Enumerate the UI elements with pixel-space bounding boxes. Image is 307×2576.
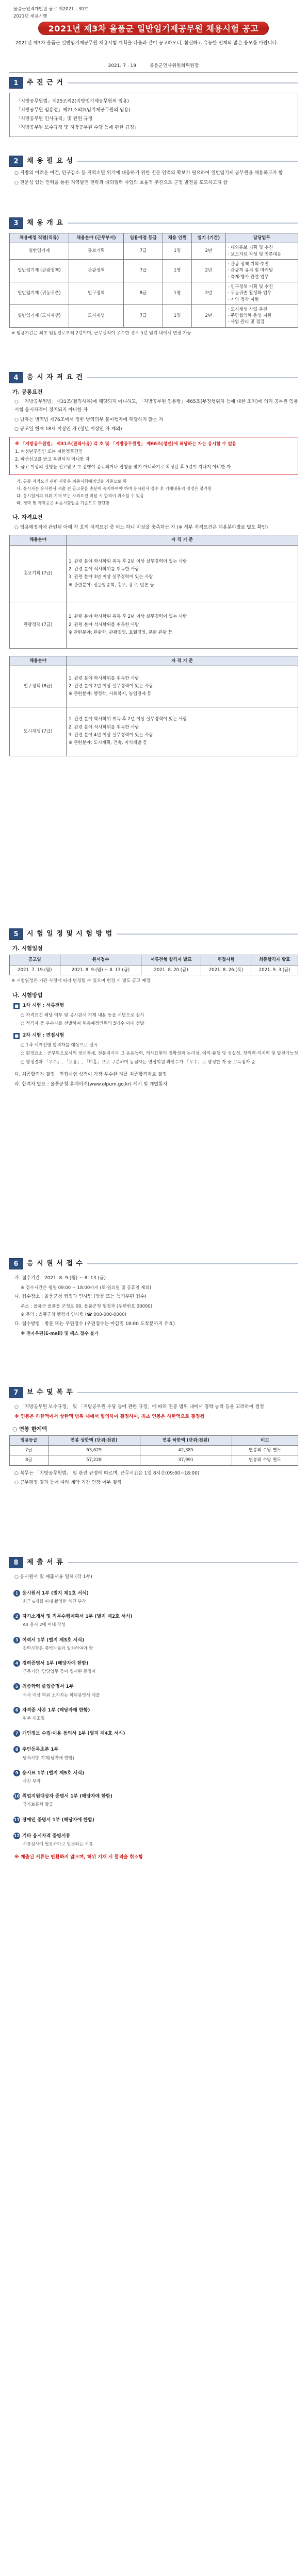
table-cell: 홍보기획 [69,243,123,260]
document-title: 경력증명서 1부 (해당자에 한함) [22,1660,89,1666]
document-number: 10 [13,1794,20,1799]
table-cell: 관광정책 (7급) [10,602,67,648]
col-header: 임용등급 [10,1435,49,1445]
necessity-item: ○ 지방의 어려운 여건, 인구감소 등 지역소멸 위기에 대응하기 위한 전문 인력의 확보가 필요하여 일반임기제 공무원을 채용하고자 함 [14,171,283,176]
col-header: 연봉 하한액 (단위:천원) [140,1435,232,1445]
col-header: 채용예정 직렬(직류) [10,233,69,243]
table-cell: 1명 [163,304,192,327]
section-title: 보 수 및 복 무 [27,1388,73,1396]
section-title: 추 진 근 거 [27,78,63,87]
header-line-1: 올품군인력개발원 공고 제2021 - 30호 [13,7,88,12]
col-header: 자 격 기 준 [67,656,298,666]
document-item-header [13,1590,298,1598]
documents-intro: ○ 응시원서 및 제출서류 일체 (각 1부) [14,1574,92,1580]
specific-desc: ○ 임용예정직에 관련된 아래 각 호의 자격요건 중 어느 하나 이상을 충족하는 자 (※ 세부 자격요건은 채용분야별로 별도 확인) [14,524,268,530]
document-number: 3 [13,1637,20,1643]
notice-text: ※ 「지방공무원법」 제31조(결격사유) 각 호 및 「지방공무원법」 제66조(정년)에 해당하는 자는 응시할 수 없음 [15,442,236,447]
col-header: 임용예정 등급 [124,233,163,243]
subsection-title: 가. 공통요건 [12,389,43,395]
table-row [10,965,298,975]
basis-item: 「지방공무원 임용령」제21조의2(임기제공무원의 임용) [16,108,131,113]
section-header [9,1257,298,1270]
document-title: 장애인 증명서 1부 (해당자에 한함) [22,1817,95,1823]
table-cell: 57,228 [48,1455,140,1465]
table-cell: 인구정책 [69,282,123,304]
document-title: 최종학력 졸업증명서 1부 [22,1684,74,1690]
col-header: 최종합격자 발표 [251,955,298,965]
document-title: 주민등록초본 1부 [22,1747,59,1753]
spec-table-more [9,656,298,756]
subsection-title: 나. 자격요건 [12,514,43,521]
table-cell: · 대외홍보 기획 및 추진 · 보도자료 작성 및 언론대응 [225,243,298,260]
col-header: 채용 인원 [163,233,192,243]
col-header: 임기 (기간) [192,233,225,243]
payment-desc: ○ 「지방공무원 보수규정」 및 「지방공무원 수당 등에 관한 규정」에 따라 연봉 범위 내에서 경력·능력 등을 고려하여 결정 [14,1404,264,1410]
document-desc: 사진 부착 [23,1778,41,1784]
basis-item: 「지방공무원 보수규정 및 지방공무원 수당 등에 관한 규정」 [16,125,139,131]
document-number: 11 [13,1817,20,1822]
table-cell: 2021. 8. 9.(월) ~ 8. 13.(금) [60,965,141,975]
documents-note: ※ 제출된 서류는 반환하지 않으며, 허위 기재 시 합격을 취소함 [14,1855,143,1860]
table-cell: 1. 관련 분야 학사학위 취득 후 2년 이상 실무경력이 있는 사람 2. 관련 분야 석사학위를 취득한 사람 3. 관련 분야 3년 이상 실무경력이 있는 사람 ※ 관련분야: 신문방송학, 홍보, 광고, 언론 등 [67,545,298,602]
date-line [0,63,307,70]
table-cell: 2021. 8. 26.(목) [201,965,251,975]
payment-table [9,1435,298,1466]
section-header [9,371,298,384]
notice-sub: 1. 피성년후견인 또는 피한정후견인 2. 파산선고를 받고 복권되지 아니한 자 3. 금고 이상의 실형을 선고받고 그 집행이 종료되거나 집행을 받지 아니하기로 확정된 후 5년이 지나지 아니한 자 [15,449,231,470]
col-header: 채용분야 [10,535,67,545]
table-cell: 8급 [124,282,163,304]
section-number: 7 [9,1387,23,1398]
table-row [10,545,298,602]
notice-box [9,437,298,475]
table-row [10,707,298,756]
document-number: 5 [13,1683,20,1690]
document-number: 9 [13,1770,20,1776]
announcement: 라. 합격자 발표 : 올품군청 홈페이지(www.olpum.go.kr) 게시 및 개별통지 [14,1082,168,1088]
overview-note: ※ 임용기간은 최초 임용일로부터 2년이며, 근무실적이 우수한 경우 5년 범위 내에서 연장 가능 [11,330,191,336]
section-payment [9,1386,298,1489]
document-item-header [13,1613,298,1621]
table-row [10,304,298,327]
section-title: 시 험 일 정 및 시 험 방 법 [27,929,113,938]
col-header: 연봉 상한액 (단위:천원) [48,1435,140,1445]
section-number: 5 [9,928,23,940]
document-item-header [13,1730,298,1738]
table-cell: 홍보기획 (7급) [10,545,67,602]
eligibility-item: ○ 「지방공무원법」제31조(결격사유)에 해당되지 아니하고, 「지방공무원 임용령」제65조(부정행위자 등에 대한 조치)에 의거 공무원 임용시험 응시자격이 정지되지 아니한 자 [14,399,298,413]
col-header: 비고 [232,1435,298,1445]
section-line [87,1263,298,1264]
detail-list [17,478,298,507]
basis-box [9,93,298,137]
basis-item: 「지방공무원 인사규칙」및 관련 규정 [16,116,93,122]
eligibility-item: ○ 남자는 병역법 제76조에서 정한 병역의무 불이행자에 해당하지 않는 자 [14,417,164,422]
document-title: 자격증 사본 1부 (해당자에 한함) [22,1707,90,1713]
document-item-header [13,1707,298,1715]
document-number: 7 [13,1730,20,1737]
final-decision: 다. 최종합격자 결정 : 면접시험 성적이 가장 우수한 자를 최종합격자로 결정 [14,1072,167,1078]
document-desc: 경력사항은 증빙자료와 일치하여야 함 [23,1645,93,1651]
col-header: 원서접수 [60,955,141,965]
table-cell: 일반임기제 [10,243,69,260]
table-cell: 7급 [124,259,163,282]
section-line [77,161,298,162]
payment-highlight: ※ 연봉은 하한액에서 상한액 범위 내에서 협의하여 결정하며, 최초 연봉은 하한액으로 결정됨 [14,1414,205,1419]
table-cell: 2년 [192,259,225,282]
step-detail: ○ 평정결과 「우수」, 「보통」, 「미흡」으로 구분하며 동점자는 면접위원 과반수가 「우수」로 평정한 자 중 고득점자 순 [21,1059,256,1065]
schedule-note: ※ 시험일정은 기관 사정에 따라 변경될 수 있으며 변경 시 별도 공고 예정 [11,978,151,984]
section-documents [9,1556,298,1863]
section-header [9,1386,298,1399]
table-cell: 일반임기제 (귀농귀촌) [10,282,69,304]
application-tag: ※ 전자우편(E-mail) 및 팩스 접수 불가 [21,1331,99,1336]
application-period: 가. 접수기간 : 2021. 8. 9.(월) ~ 8. 13.(금) [14,1276,106,1281]
document-title: 이력서 1부 (별지 제3호 서식) [22,1637,85,1643]
col-header: 서류전형 합격자 발표 [141,955,201,965]
table-cell: 일반임기제 (관광정책) [10,259,69,282]
step-detail: ○ 평정요소 : 공무원으로서의 정신자세, 전문지식과 그 응용능력, 의사표현의 정확성과 논리성, 예의·품행 및 성실성, 창의력·의지력 및 발전가능성 [21,1051,298,1057]
document-number: 8 [13,1746,20,1753]
table-cell: · 관광 정책 기획·추진 · 관광객 유치 및 마케팅 · 축제·행사 관련 업무 [225,259,298,282]
section-header [9,927,298,941]
document-item [13,1833,298,1848]
table-cell: 1명 [163,259,192,282]
col-header: 면접시험 [201,955,251,965]
duty-item: ○ 근무평정 결과 등에 따라 계약 기간 연장 여부 결정 [14,1480,122,1486]
table-cell: 일반임기제 (도시재생) [10,304,69,327]
page-title: 2021년 제3차 올품군 일반임기제공무원 채용시험 공고 [38,22,269,35]
detail-item: 가. 공통 자격요건 관련 사항은 최종시험예정일을 기준으로 함 [17,479,127,484]
document-desc: A4 용지 2매 이내 작성 [23,1622,66,1628]
document-item-header [13,1793,298,1801]
table-cell: 2년 [192,243,225,260]
section-header [9,76,298,90]
section-line [77,1392,298,1393]
section-header [9,155,298,168]
section-title: 채 용 개 요 [27,218,63,227]
section-eligibility [9,371,298,756]
table-cell: 1. 관련 분야 학사학위 취득 후 2년 이상 실무경력이 있는 사람 2. 관련 분야 석사학위를 취득한 사람 3. 관련 분야 4년 이상 실무경력이 있는 사람 ※ 관련분야: 도시계획, 건축, 지역개발 등 [67,707,298,756]
detail-item: 나. 응시자는 응시원서 제출 전 공고문을 충분히 숙지하여야 하며 응시원서 접수 후 기재내용의 정정은 불가함 [17,486,212,491]
col-header: 채용분야 [10,656,67,666]
application-method: 다. 접수방법 : 방문 또는 우편접수 (우편접수는 마감일 18:00 도착분까지 유효) [14,1321,175,1327]
section-number: 2 [9,156,23,167]
table-cell: 1명 [163,243,192,260]
table-cell: 2년 [192,304,225,327]
payment-table-title: ○ 연봉 한계액 [12,1426,47,1432]
section-header [9,216,298,230]
document-item-header [13,1770,298,1777]
table-cell: 2021. 8. 20.(금) [141,965,201,975]
document-number: 1 [13,1590,20,1597]
table-cell: 관광정책 [69,259,123,282]
document-desc: 서류심사에 필요하다고 인정되는 서류 [23,1841,93,1847]
divider [9,72,298,73]
subsection-title: 나. 시험방법 [12,992,43,999]
document-item [13,1817,298,1824]
notice-date: 2021. 7 . 19. [108,63,138,69]
section-application [9,1257,298,1338]
eligibility-item: ○ 공고일 현재 18세 이상인 자 (정년 이상인 자 제외) [14,427,122,432]
col-header: 자 격 기 준 [67,535,298,545]
subsection-title: 가. 시험일정 [12,945,43,952]
section-line [68,1562,298,1563]
document-title: 응시표 1부 (별지 제5호 서식) [22,1770,85,1776]
document-desc: 최근 6개월 이내 촬영한 사진 부착 [23,1599,86,1604]
col-header: 채용분야 (근무부서) [69,233,123,243]
document-item [13,1637,298,1652]
step-icon: ■ [13,1033,20,1039]
schedule-table [9,955,298,975]
document-desc: 병적사항 기재(남자에 한함) [23,1755,74,1760]
document-item [13,1590,298,1605]
table-cell: 연봉외 수당 별도 [232,1455,298,1465]
document-item [13,1730,298,1738]
table-cell: 2021. 7. 19.(월) [10,965,60,975]
section-title: 채 용 필 요 성 [27,157,73,165]
documents-list [9,1590,298,1848]
section-header [9,1556,298,1569]
section-number: 1 [9,77,23,89]
exam-step [13,1002,298,1010]
issuer: 올품군인사위원회위원장 [149,63,199,69]
section-basis [9,76,298,137]
section-number: 3 [9,217,23,229]
document-number: 4 [13,1660,20,1667]
table-row [10,602,298,648]
table-cell: 2년 [192,282,225,304]
table-row [10,1446,298,1455]
table-cell: 1. 관련 분야 학사학위를 취득한 사람 2. 관련 분야 2년 이상 실무경력이 있는 사람 ※ 관련분야: 행정학, 사회복지, 농업경제 등 [67,666,298,707]
document-number: 2 [13,1613,20,1620]
table-cell: 37,991 [140,1455,232,1465]
document-title: 기타 응시자격 증빙서류 [22,1833,71,1839]
section-line [68,82,298,83]
step-detail: ○ 자격요건 해당 여부 및 응시원서 기재 내용 등을 서면으로 심사 [21,1012,144,1018]
detail-item: 다. 응시원서의 허위 기재 또는 자격요건 미달 시 합격이 취소될 수 있음 [17,494,144,499]
table-row [10,666,298,707]
section-title: 응 시 자 격 요 건 [27,373,83,381]
table-cell: 도시재생 [69,304,123,327]
application-place: 나. 접수장소 : 올품군청 행정과 인사팀 (방문 또는 등기우편 접수) [14,1294,147,1300]
table-cell: 42,385 [140,1446,232,1455]
period-note: ※ 접수시간은 평일 09:00 ~ 18:00까지 (토·일요일 및 공휴일 제외) [21,1285,151,1291]
col-header: 담당업무 [225,233,298,243]
duty-item: ○ 복무는 「지방공무원법」 및 관련 규정에 따르며, 근무시간은 1일 8시간(09:00~18:00) [14,1470,200,1476]
table-cell: · 인구정책 기획 및 추진 · 귀농귀촌 활성화 업무 · 지역 정착 지원 [225,282,298,304]
section-schedule [9,927,298,1091]
document-title: 응시원서 1부 (별지 제1호 서식) [22,1590,89,1596]
document-item [13,1746,298,1761]
document-item [13,1683,298,1698]
document-desc: 국가보훈처 발급 [23,1802,53,1807]
document-desc: 석사 이상 학위 소지자는 학위증명서 제출 [23,1692,100,1698]
section-number: 4 [9,372,23,383]
step-text: 1차 시험 : 서류전형 [23,1003,64,1008]
document-item [13,1770,298,1785]
document-number: 12 [13,1833,20,1838]
intro-text: 2021년 제3차 올품군 일반임기제공무원 채용시험 계획을 다음과 같이 공고하오니, 참신하고 유능한 인재의 많은 응모를 바랍니다. [15,41,279,46]
table-cell: 연봉외 수당 별도 [232,1446,298,1455]
document-item-header [13,1833,298,1840]
document-title: 개인정보 수집·이용 동의서 1부 (별지 제4호 서식) [22,1731,125,1737]
table-cell: 인구정책 (8급) [10,666,67,707]
spec-table [9,535,298,648]
document-item-header [13,1637,298,1645]
document-item [13,1660,298,1675]
table-cell: 7급 [124,304,163,327]
document-item-header [13,1746,298,1754]
table-row [10,1455,298,1465]
header-line-2: 2021년 채용시행 [13,14,47,20]
document-item [13,1793,298,1808]
table-cell: 도시재생 (7급) [10,707,67,756]
document-item-header [13,1817,298,1824]
section-line [87,377,298,378]
section-number: 6 [9,1258,23,1269]
section-title: 제 출 서 류 [27,1558,63,1566]
step-icon: ■ [13,1003,20,1009]
document-title: 취업지원대상자 증명서 1부 (해당자에 한함) [22,1794,112,1800]
col-header: 공고일 [10,955,60,965]
section-number: 8 [9,1557,23,1568]
table-row [10,243,298,260]
table-cell: 1명 [163,282,192,304]
document-item-header [13,1660,298,1668]
document-desc: 원본 대조필 [23,1716,45,1721]
table-cell: 2021. 9. 3.(금) [251,965,298,975]
document-item [13,1613,298,1628]
section-line [68,223,298,224]
step-detail: ○ 1차 서류전형 합격자를 대상으로 실시 [21,1042,98,1048]
basis-item: 「지방공무원법」제25조의2(지방임기제공무원의 임용) [16,99,129,104]
document-desc: 근무기간, 담당업무 등이 명시된 증명서 [23,1669,96,1674]
table-row [10,282,298,304]
table-cell: · 도시재생 사업 추진 · 주민협의체 운영 지원 · 사업 관리 및 점검 [225,304,298,327]
necessity-item: ○ 전문성 있는 인력을 통한 지역발전 전략과 대외협력 사업의 효율적 추진으로 군정 발전을 도모하고자 함 [14,180,228,185]
section-line [117,934,298,935]
section-overview [9,216,298,338]
table-cell: 8급 [10,1455,49,1465]
document-title: 자기소개서 및 직무수행계획서 1부 (별지 제2호 서식) [22,1614,133,1620]
document-item-header [13,1683,298,1691]
table-cell: 7급 [124,243,163,260]
application-contact: ※ 문의 : 올품군청 행정과 인사팀 (☎ 000-000-0000) [21,1312,126,1318]
step-detail: ○ 적격자 중 우수자를 선발하여 채용예정인원의 5배수 이내 선발 [21,1021,144,1027]
detail-item: 라. 경력 및 자격증은 최종시험일을 기준으로 판단함 [17,501,110,506]
application-address: 주소 : 올품군 올품읍 군청로 00, 올품군청 행정과 (우편번호 00000) [21,1303,153,1309]
exam-step [13,1032,298,1040]
table-cell: 1. 관련 분야 학사학위 취득 후 2년 이상 실무경력이 있는 사람 2. 관련 분야 석사학위를 취득한 사람 ※ 관련분야: 관광학, 관광경영, 호텔경영, 문화 관광 등 [67,602,298,648]
section-title: 응 시 원 서 접 수 [27,1259,83,1267]
table-cell: 7급 [10,1446,49,1455]
table-cell: 63,629 [48,1446,140,1455]
document-item [13,1707,298,1722]
header-meta [13,6,88,21]
table-row [10,259,298,282]
section-necessity [9,155,298,189]
document-number: 6 [13,1707,20,1714]
step-text: 2차 시험 : 면접시험 [23,1032,64,1038]
overview-table [9,233,298,328]
